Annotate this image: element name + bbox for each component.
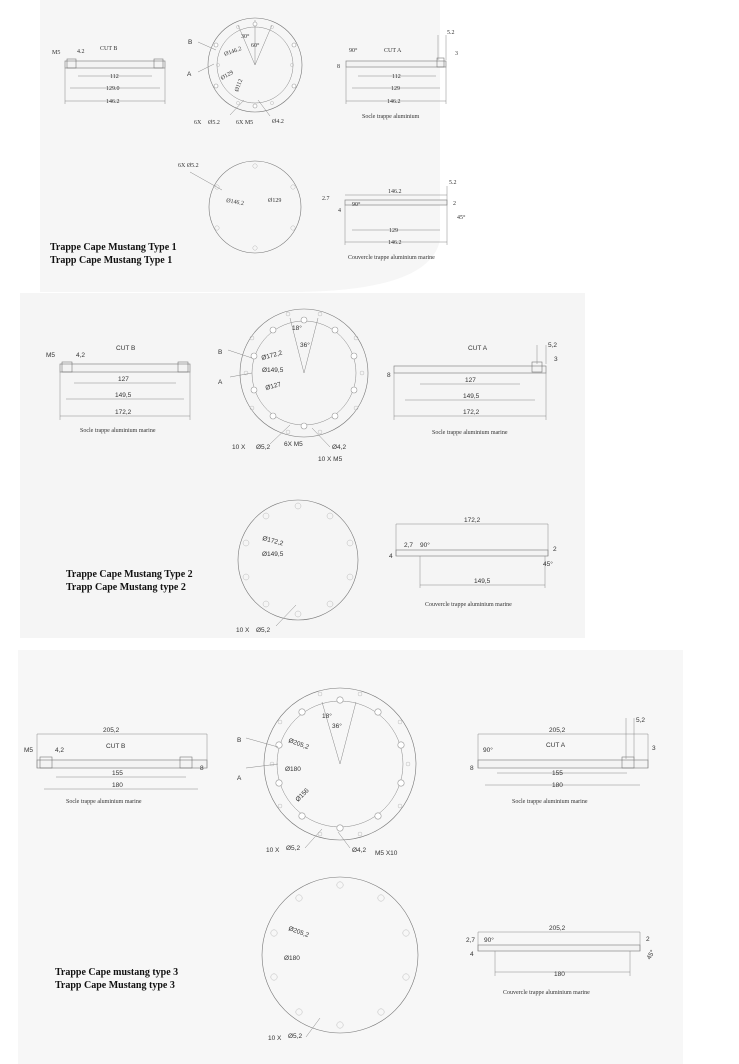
t3-cover-10x: 10 X (268, 1035, 282, 1042)
t3-cuta-label: CUT A (546, 742, 566, 749)
t1-cc-90: 90° (352, 202, 361, 208)
t2-plan-m5b: 10 X M5 (318, 456, 343, 463)
t3-plan-c156: Ø156 (294, 787, 311, 804)
t1-cc-146: 146.2 (388, 189, 402, 195)
t1-cutb-m5: M5 (52, 50, 61, 56)
t2-cuta-label: CUT A (468, 345, 488, 352)
t3-cc-205: 205,2 (549, 925, 566, 932)
t3-cuta-180: 180 (552, 782, 563, 789)
t3-cc-45: 45° (645, 948, 657, 961)
t1-plan-h42: Ø4.2 (272, 119, 284, 125)
t3-cuta-caption: Socle trappe aluminium marine (512, 799, 588, 805)
t2-cuta-3: 3 (554, 356, 558, 363)
type1-title-en: Trapp Cape Mustang Type 1 (50, 255, 173, 266)
t3-cc-4: 4 (470, 951, 474, 958)
t3-plan-h42: Ø4,2 (352, 847, 367, 854)
type3-title-fr: Trappe Cape mustang type 3 (55, 967, 179, 978)
t1-cuta-label: CUT A (384, 48, 402, 54)
t1-cc-4: 4 (338, 208, 341, 214)
panel-type3-bg (18, 650, 683, 1064)
t2-cutb-m5: M5 (46, 352, 56, 359)
t3-cover-h52: Ø5,2 (288, 1033, 303, 1040)
t2-plan-c172: Ø172,2 (260, 349, 284, 362)
type2-title-en: Trapp Cape Mustang type 2 (66, 582, 186, 593)
t1-cover-6x: 6X Ø5.2 (178, 163, 199, 169)
t2-cuta-172: 172,2 (463, 409, 480, 416)
t2-plan-18: 18° (292, 325, 302, 332)
t3-plan-18: 18° (322, 713, 332, 720)
t3-cover-c205: Ø205,2 (287, 925, 310, 940)
t1-cuta-3: 3 (455, 51, 458, 57)
t2-cc-90: 90° (420, 542, 430, 549)
t1-plan-c112: Ø112 (234, 78, 245, 93)
t2-cuta-caption: Socle trappe aluminium marine (432, 430, 508, 436)
t3-cc-2: 2 (646, 936, 650, 943)
t1-cc-45: 45° (457, 215, 466, 221)
type3-title-en: Trapp Cape Mustang type 3 (55, 980, 175, 991)
t1-cc-129: 129 (389, 228, 398, 234)
t1-cutb-42: 4.2 (77, 49, 85, 55)
t1-cutb-146: 146.2 (106, 99, 120, 105)
t3-plan-m5: M5 X10 (375, 850, 398, 857)
t2-cutb-42: 4,2 (76, 352, 86, 359)
t2-cc-172: 172,2 (464, 517, 481, 524)
t1-cuta-146: 146.2 (387, 99, 401, 105)
t3-cutb-caption: Socle trappe aluminium marine (66, 799, 142, 805)
t3-cuta-3: 3 (652, 745, 656, 752)
t3-cuta-52: 5,2 (636, 717, 646, 724)
t1-plan-6x: 6X (194, 120, 202, 126)
type1-title-fr: Trappe Cape Mustang Type 1 (50, 242, 177, 253)
t2-cover-10x: 10 X (236, 627, 250, 634)
t1-cc-caption: Couvercle trappe aluminium marine (348, 255, 435, 261)
t2-plan-m5: 6X M5 (284, 441, 303, 448)
t3-plan-h52: Ø5,2 (286, 845, 301, 852)
t2-cutb-149: 149,5 (115, 392, 132, 399)
t3-cc-180: 180 (554, 971, 565, 978)
t3-cutb-205: 205,2 (103, 727, 120, 734)
t2-cc-149: 149,5 (474, 578, 491, 585)
t3-cover-c180: Ø180 (284, 955, 300, 962)
t3-cutb-label: CUT B (106, 743, 126, 750)
t1-plan-h52: Ø5.2 (208, 120, 220, 126)
t1-cutb-129: 129.0 (106, 86, 120, 92)
t3-cuta-90: 90° (483, 747, 493, 754)
t1-cuta-112: 112 (392, 74, 401, 80)
t1-cc-52: 5.2 (449, 180, 457, 186)
t1-cuta-129: 129 (391, 86, 400, 92)
t2-cc-caption: Couvercle trappe aluminium marine (425, 602, 512, 608)
t1-cover-c129: Ø129 (268, 198, 282, 204)
t2-plan-36: 36° (300, 342, 310, 349)
t2-plan-10x: 10 X (232, 444, 246, 451)
t2-plan-a: A (218, 379, 223, 386)
t1-plan-60: 60° (251, 43, 260, 49)
t2-cc-45: 45° (543, 561, 553, 568)
t3-cuta-8: 8 (470, 765, 474, 772)
t1-cuta-8: 8 (337, 64, 340, 70)
t2-cover-c172: Ø172,2 (261, 535, 284, 548)
t1-cutb-label: CUT B (100, 46, 118, 52)
t2-cutb-caption: Socle trappe aluminium marine (80, 428, 156, 434)
t3-cuta-205: 205,2 (549, 727, 566, 734)
t3-cc-caption: Couvercle trappe aluminium marine (503, 990, 590, 996)
t2-cutb-label: CUT B (116, 345, 136, 352)
t2-plan-h52: Ø5,2 (256, 444, 271, 451)
t1-cc-146b: 146.2 (388, 240, 402, 246)
t3-cutb-155: 155 (112, 770, 123, 777)
t2-plan-c127: Ø127 (264, 381, 282, 392)
t3-plan-c205: Ø205,2 (287, 737, 310, 752)
t1-plan-c146: Ø146.2 (223, 46, 243, 58)
t1-plan-c129: Ø129 (220, 69, 235, 82)
t3-plan-b: B (237, 737, 242, 744)
t1-cuta-52: 5.2 (447, 30, 455, 36)
t1-plan-30: 30° (241, 34, 250, 40)
t3-cutb-m5: M5 (24, 747, 34, 754)
t3-cc-27: 2,7 (466, 937, 476, 944)
t2-cutb-127: 127 (118, 376, 129, 383)
t2-cover-h52: Ø5,2 (256, 627, 271, 634)
t2-cuta-8: 8 (387, 372, 391, 379)
type2-title-fr: Trappe Cape Mustang Type 2 (66, 569, 193, 580)
t2-cutb-172: 172,2 (115, 409, 132, 416)
t3-cuta-155: 155 (552, 770, 563, 777)
t1-cuta-caption: Socle trappe aluminium (362, 114, 420, 120)
t2-cc-2: 2 (553, 546, 557, 553)
t2-cover-c149: Ø149,5 (262, 551, 284, 558)
t2-cc-4: 4 (389, 553, 393, 560)
t2-cuta-52: 5,2 (548, 342, 558, 349)
t3-plan-a: A (237, 775, 242, 782)
t1-plan-b: B (188, 39, 193, 46)
t2-plan-c149: Ø149,5 (262, 367, 284, 374)
t3-plan-10x: 10 X (266, 847, 280, 854)
t1-cuta-90: 90° (349, 48, 358, 54)
t2-plan-b: B (218, 349, 223, 356)
t2-cuta-127: 127 (465, 377, 476, 384)
t1-cc-2: 2 (453, 201, 456, 207)
t3-cc-90: 90° (484, 937, 494, 944)
t3-cutb-8: 8 (200, 765, 204, 772)
t1-cover-c146: Ø146.2 (225, 198, 245, 208)
t1-cutb-112: 112 (110, 74, 119, 80)
t3-plan-c180: Ø180 (285, 766, 301, 773)
t1-cc-27: 2.7 (322, 196, 330, 202)
t2-plan-h42: Ø4,2 (332, 444, 347, 451)
t1-plan-m5: 6X M5 (236, 120, 254, 126)
t2-cc-27: 2,7 (404, 542, 414, 549)
t3-cutb-180: 180 (112, 782, 123, 789)
t3-cutb-42: 4,2 (55, 747, 65, 754)
t2-cuta-149: 149,5 (463, 393, 480, 400)
t3-plan-36: 36° (332, 723, 342, 730)
t1-plan-a: A (187, 71, 192, 78)
